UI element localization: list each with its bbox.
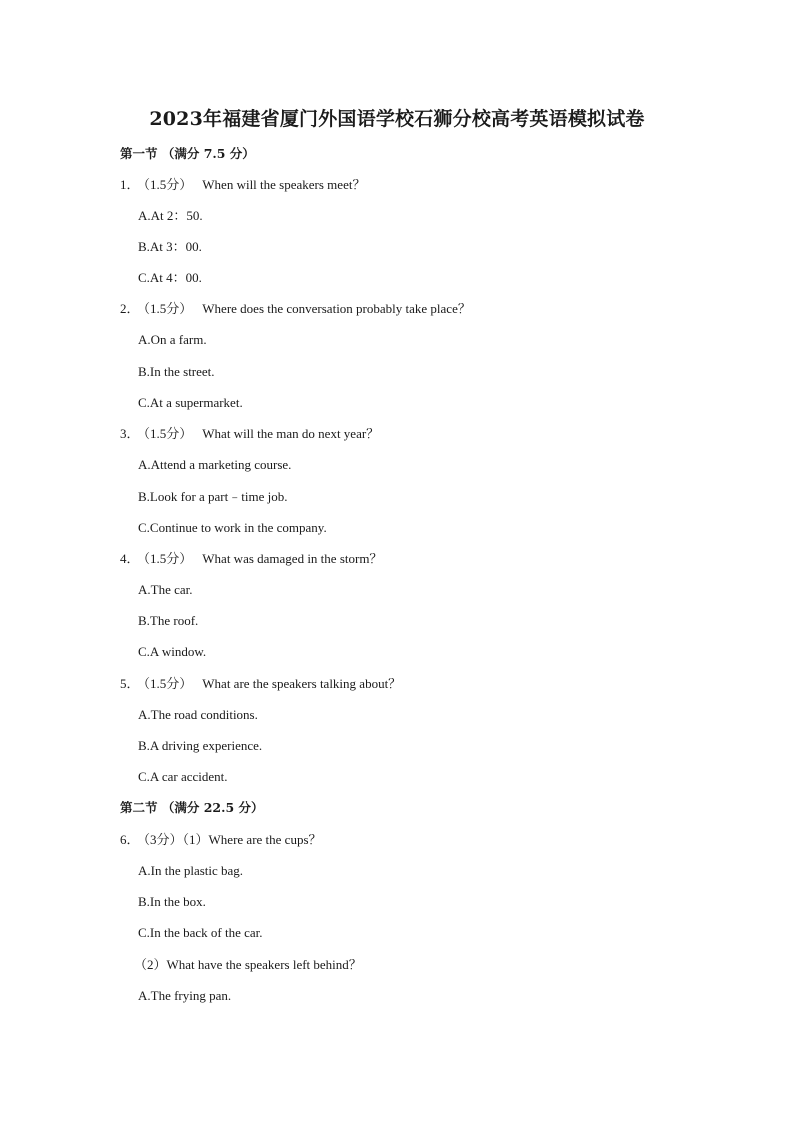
- option-a: A.On a farm.: [138, 332, 207, 347]
- option-c: C.A car accident.: [138, 769, 228, 784]
- question-number: 5．: [120, 676, 140, 691]
- question-number: 2．: [120, 301, 140, 316]
- option-c: C.At 4：00.: [138, 270, 202, 285]
- option-a: A.The car.: [138, 582, 193, 597]
- section-heading: 第一节 （满分 7.5 分）: [120, 146, 255, 161]
- question-text: （1）Where are the cups？: [182, 832, 322, 847]
- option-b: B.Look for a part﹣time job.: [138, 489, 288, 504]
- option-a: A.Attend a marketing course.: [138, 457, 292, 472]
- option-a: A.The road conditions.: [138, 707, 258, 722]
- question-2: [120, 301, 471, 317]
- question-number: 6．: [120, 832, 140, 847]
- option-b: B.The roof.: [138, 613, 199, 628]
- sub-question-text: （2）What have the speakers left behind？: [134, 957, 362, 972]
- option-a: A.At 2：50.: [138, 208, 203, 223]
- option-b: B.In the street.: [138, 364, 215, 379]
- question-4: [120, 551, 382, 567]
- page-title: 2023年福建省厦门外国语学校石狮分校高考英语模拟试卷: [149, 108, 645, 130]
- option-b: B.In the box.: [138, 894, 206, 909]
- question-text: When will the speakers meet？: [202, 177, 366, 192]
- question-3: [120, 426, 379, 442]
- option-c: C.Continue to work in the company.: [138, 520, 327, 535]
- question-score: （1.5分）: [143, 676, 193, 691]
- question-6: [120, 832, 322, 848]
- question-number: 1．: [120, 177, 140, 192]
- question-text: What are the speakers talking about？: [202, 676, 402, 691]
- question-score: （1.5分）: [143, 426, 193, 441]
- question-text: Where does the conversation probably take place？: [202, 301, 471, 316]
- question-5: [120, 676, 401, 692]
- question-score: （1.5分）: [143, 301, 193, 316]
- question-number: 4．: [120, 551, 140, 566]
- option-c: C.In the back of the car.: [138, 925, 263, 940]
- question-text: What will the man do next year？: [202, 426, 380, 441]
- option-a: A.In the plastic bag.: [138, 863, 244, 878]
- question-text: What was damaged in the storm？: [202, 551, 383, 566]
- option-a: A.The frying pan.: [138, 988, 232, 1003]
- question-score: （3分）: [143, 832, 183, 847]
- question-number: 3．: [120, 426, 140, 441]
- question-score: （1.5分）: [143, 177, 193, 192]
- option-b: B.At 3：00.: [138, 239, 202, 254]
- question-score: （1.5分）: [143, 551, 193, 566]
- option-c: C.At a supermarket.: [138, 395, 243, 410]
- option-c: C.A window.: [138, 644, 207, 659]
- option-b: B.A driving experience.: [138, 738, 263, 753]
- section-heading: 第二节 （满分 22.5 分）: [120, 800, 264, 815]
- question-1: [120, 177, 365, 193]
